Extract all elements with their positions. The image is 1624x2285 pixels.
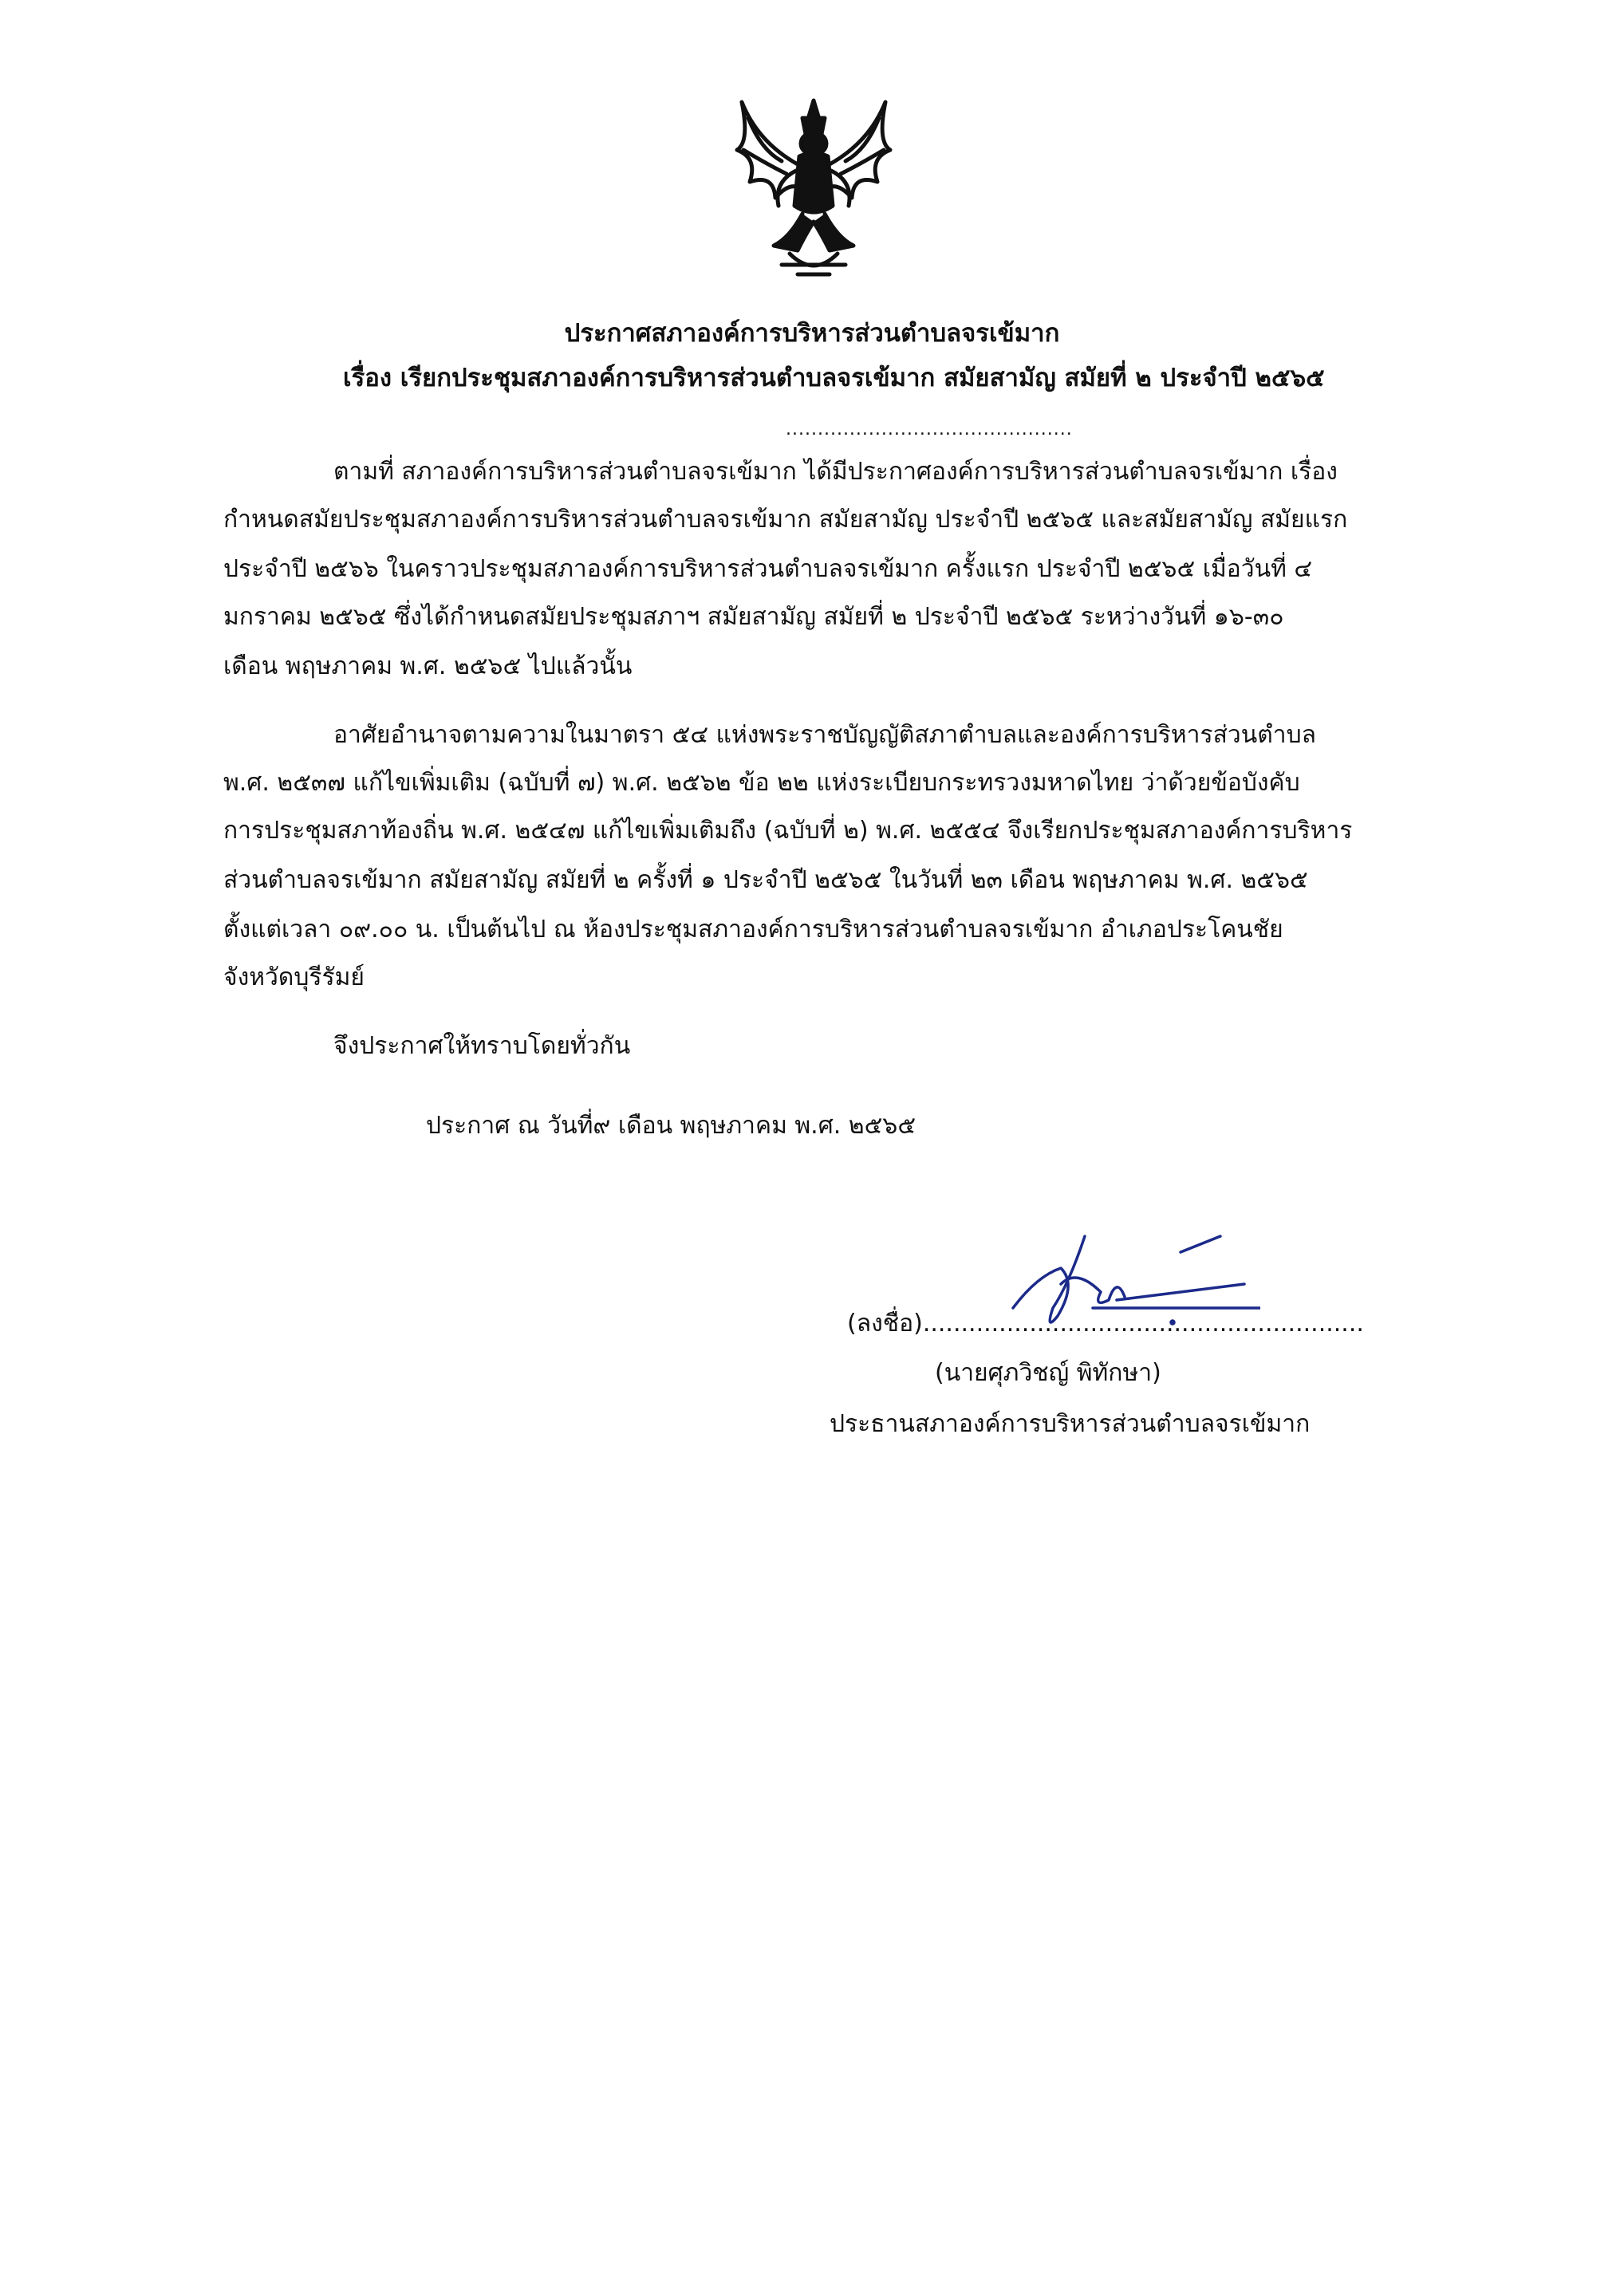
signer-position: ประธานสภาองค์การบริหารส่วนตำบลจรเข้มาก — [830, 1410, 1311, 1438]
garuda-emblem — [726, 94, 901, 282]
closing-text: จึงประกาศให้ทราบโดยทั่วกัน — [333, 1032, 631, 1060]
paragraph-2-line: การประชุมสภาท้องถิ่น พ.ศ. ๒๕๔๗ แก้ไขเพิ่มเติมถึง (ฉบับที่ ๒) พ.ศ. ๒๕๕๔ จึงเรียกประชุมสภาองค์การบริหาร — [223, 817, 1353, 845]
signer-name: (นายศุภวิชญ์ พิทักษา) — [935, 1359, 1161, 1387]
paragraph-2-line: ตั้งแต่เวลา ๐๙.๐๐ น. เป็นต้นไป ณ ห้องประชุมสภาองค์การบริหารส่วนตำบลจรเข้มาก อำเภอประโคนชัย — [223, 916, 1283, 944]
announcement-subject: เรื่อง เรียกประชุมสภาองค์การบริหารส่วนตำบลจรเข้มาก สมัยสามัญ สมัยที่ ๒ ประจำปี ๒๕๖๕ — [343, 364, 1325, 392]
paragraph-1-line: กำหนดสมัยประชุมสภาองค์การบริหารส่วนตำบลจรเข้มาก สมัยสามัญ ประจำปี ๒๕๖๕ และสมัยสามัญ สมัยแรก — [223, 506, 1348, 534]
title-divider: ............................................. — [786, 420, 1073, 439]
paragraph-2-line: พ.ศ. ๒๕๓๗ แก้ไขเพิ่มเติม (ฉบับที่ ๗) พ.ศ. ๒๕๖๒ ข้อ ๒๒ แห่งระเบียบกระทรวงมหาดไทย ว่าด้วยข้อบังคับ — [223, 769, 1300, 797]
date-line: ประกาศ ณ วันที่๙ เดือน พฤษภาคม พ.ศ. ๒๕๖๕ — [426, 1112, 916, 1140]
paragraph-1-line: เดือน พฤษภาคม พ.ศ. ๒๕๖๕ ไปแล้วนั้น — [223, 652, 633, 680]
signature-label: (ลงชื่อ).......................................................... — [847, 1310, 1364, 1338]
paragraph-2-line: ส่วนตำบลจรเข้มาก สมัยสามัญ สมัยที่ ๒ ครั้งที่ ๑ ประจำปี ๒๕๖๕ ในวันที่ ๒๓ เดือน พฤษภาคม พ.ศ. ๒๕๖๕ — [223, 866, 1308, 894]
paragraph-2-line: จังหวัดบุรีรัมย์ — [223, 963, 365, 991]
paragraph-1-line: มกราคม ๒๕๖๕ ซึ่งได้กำหนดสมัยประชุมสภาฯ สมัยสามัญ สมัยที่ ๒ ประจำปี ๒๕๖๕ ระหว่างวันที่ ๑๖-๓๐ — [223, 603, 1284, 631]
paragraph-1-line: ประจำปี ๒๕๖๖ ในคราวประชุมสภาองค์การบริหารส่วนตำบลจรเข้มาก ครั้งแรก ประจำปี ๒๕๖๕ เมื่อวันที่ ๔ — [223, 555, 1313, 583]
announcement-title: ประกาศสภาองค์การบริหารส่วนตำบลจรเข้มาก — [564, 319, 1060, 348]
paragraph-1-line: ตามที่ สภาองค์การบริหารส่วนตำบลจรเข้มาก ได้มีประกาศองค์การบริหารส่วนตำบลจรเข้มาก เรื่อง — [333, 458, 1338, 486]
paragraph-2-line: อาศัยอำนาจตามความในมาตรา ๕๔ แห่งพระราชบัญญัติสภาตำบลและองค์การบริหารส่วนตำบล — [333, 721, 1317, 749]
